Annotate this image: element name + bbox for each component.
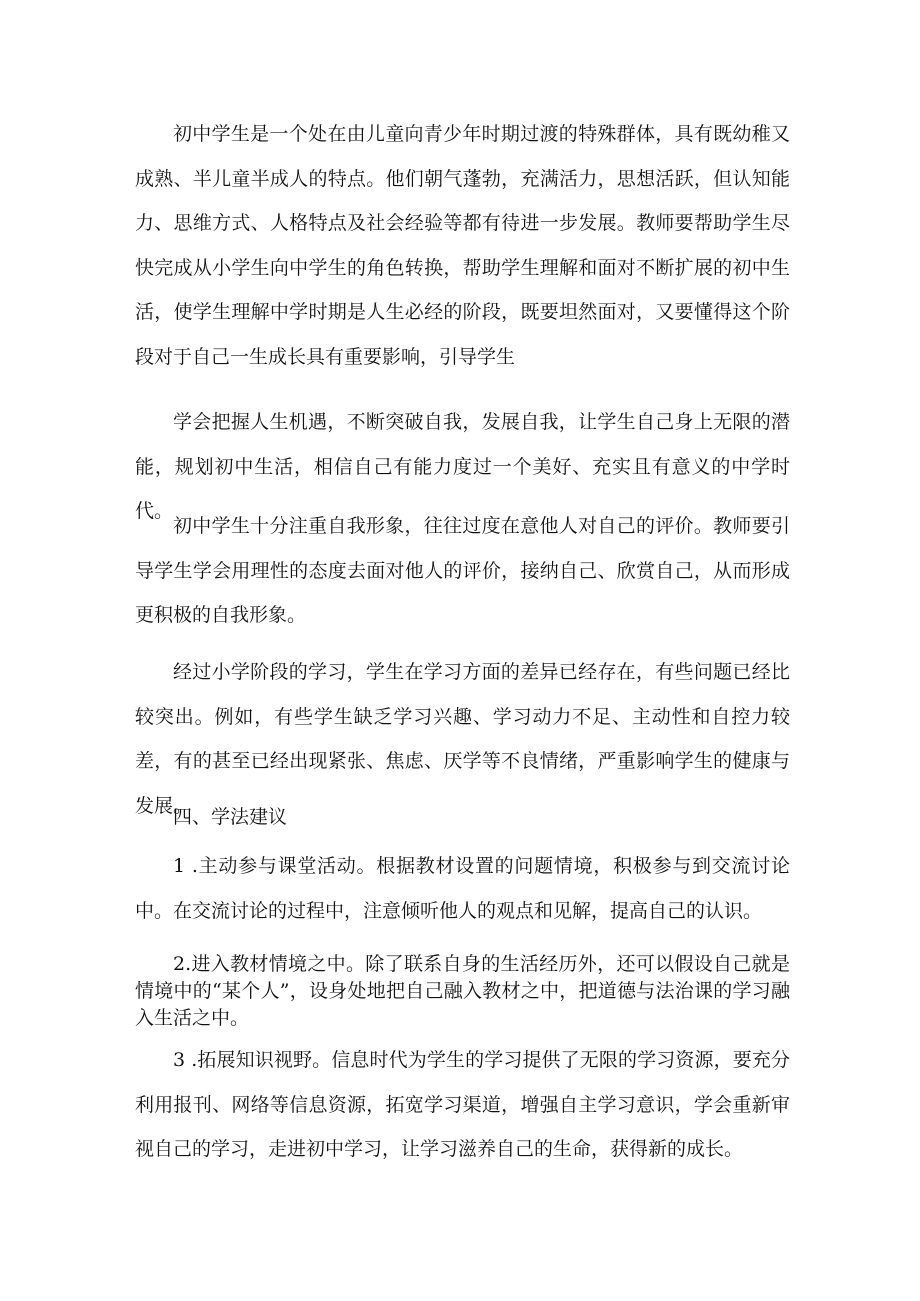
advice-item-1: 1 .主动参与课堂活动。根据教材设置的问题情境，积极参与到交流讨论中。在交流讨论的过程中，注意倾听他人的观点和见解，提高自己的认识。 (135, 855, 790, 922)
paragraph-grasp-opportunity: 学会把握人生机遇，不断突破自我，发展自我，让学生自己身上无限的潜能，规划初中生活，相信自己有能力度过一个美好、充实且有意义的中学时代。 (135, 411, 790, 522)
paragraph-self-image: 初中学生十分注重自我形象，往往过度在意他人对自己的评价。教师要引导学生学会用理性的态度去面对他人的评价，接纳自己、欣赏自己，从而形成更积极的自我形象。 (135, 515, 790, 626)
advice-item-3: 3 .拓展知识视野。信息时代为学生的学习提供了无限的学习资源，要充分利用报刊、网络等信息资源，拓宽学习渠道，增强自主学习意识，学会重新审视自己的学习，走进初中学习，让学习滋养自己的生命，获得新的成长。 (135, 1049, 790, 1160)
section-heading-study-advice: 四、学法建议 (173, 806, 288, 828)
paragraph-student-characteristics: 初中学生是一个处在由儿童向青少年时期过渡的特殊群体，具有既幼稚又成熟、半儿童半成人的特点。他们朝气蓬勃，充满活力，思想活跃，但认知能力、思维方式、人格特点及社会经验等都有待进一步发展。教师要帮助学生尽快完成从小学生向中学生的角色转换，帮助学生理解和面对不断扩展的初中生活，使学生理解中学时期是人生必经的阶段，既要坦然面对，又要懂得这个阶段对于自己一生成长具有重要影响，引导学生 (135, 123, 790, 368)
paragraph-learning-differences: 经过小学阶段的学习，学生在学习方面的差异已经存在，有些问题已经比较突出。例如，有些学生缺乏学习兴趣、学习动力不足、主动性和自控力较差，有的甚至已经出现紧张、焦虑、厌学等不良情绪，严重影响学生的健康与发展。 (135, 661, 790, 817)
advice-item-2: 2.进入教材情境之中。除了联系自身的生活经历外，还可以假设自己就是情境中的“某个人”，设身处地把自己融入教材之中，把道德与法治课的学习融入生活之中。 (135, 953, 790, 1029)
